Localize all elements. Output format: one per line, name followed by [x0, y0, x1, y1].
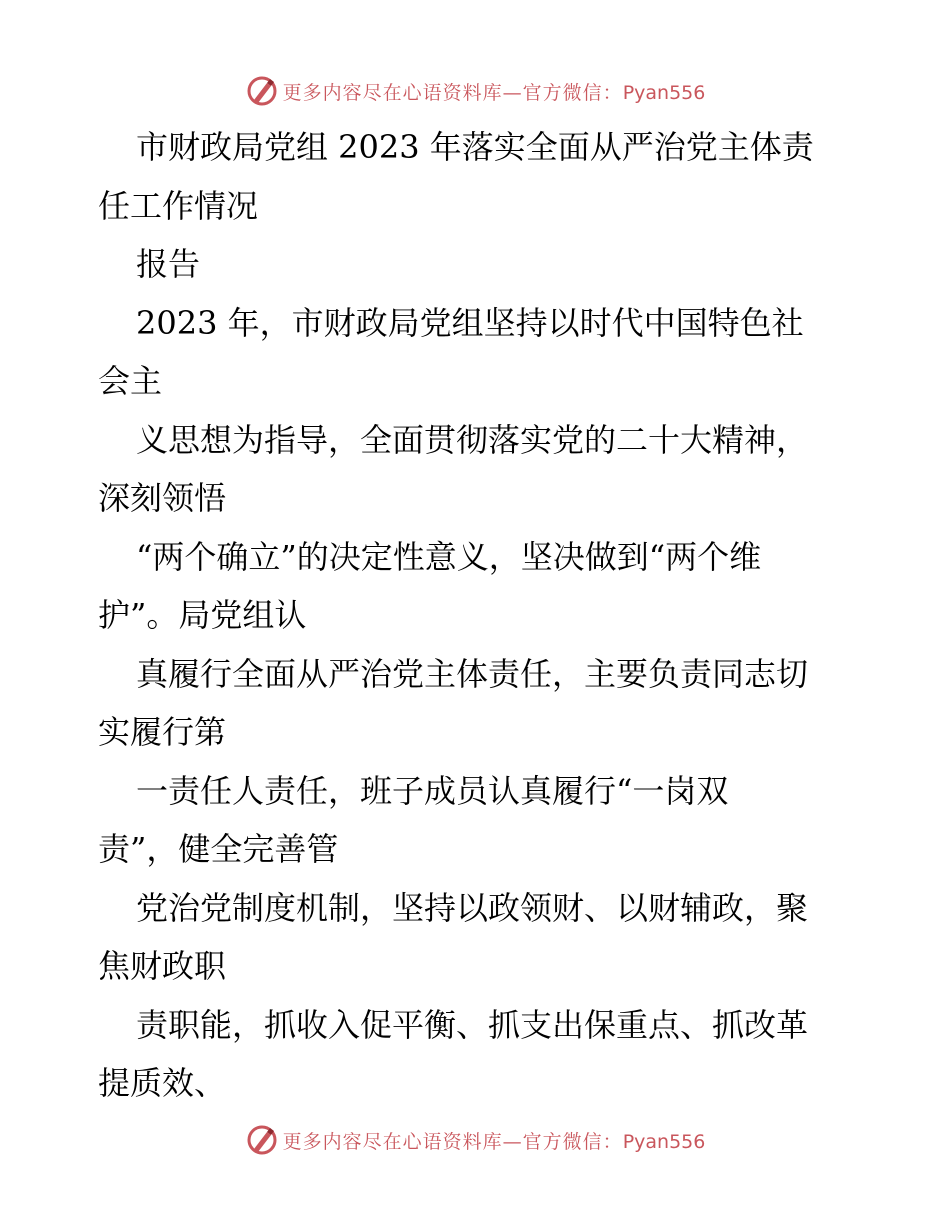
text-line: 责”，健全完善管	[98, 830, 339, 868]
text-line: 真履行全面从严治党主体责任，主要负责同志切	[136, 654, 809, 693]
text-line: 提质效、	[98, 1064, 227, 1102]
pen-logo-icon	[245, 1123, 279, 1157]
watermark-site: 更多内容尽在心语资料库	[282, 1130, 503, 1153]
text-line: 责职能，抓收入促平衡、抓支出保重点、抓改革	[136, 1005, 809, 1044]
watermark-dash: —	[502, 1130, 523, 1153]
watermark-site: 更多内容尽在心语资料库	[282, 81, 503, 104]
text-line: 报告	[136, 245, 201, 283]
watermark-text	[283, 78, 706, 105]
text-line: 实履行第	[98, 713, 227, 751]
watermark-text	[283, 1127, 706, 1154]
text-line: “两个确立”的决定性意义，坚决做到“两个维	[136, 537, 762, 576]
text-line: 2023 年，市财政局党组坚持以时代中国特色社	[136, 303, 804, 342]
document-body	[98, 118, 858, 1113]
watermark-wechat-label: 官方微信：	[522, 81, 623, 104]
text-line: 市财政局党组 2023 年落实全面从严治党主体责	[136, 128, 814, 166]
watermark-header	[0, 71, 950, 111]
watermark-wechat-id: Pyan556	[622, 81, 706, 104]
text-line: 任工作情况	[98, 186, 259, 225]
watermark-wechat-id: Pyan556	[622, 1130, 706, 1153]
text-line: 焦财政职	[98, 947, 227, 985]
text-line: 一责任人责任，班子成员认真履行“一岗双	[136, 771, 729, 810]
text-line: 义思想为指导，全面贯彻落实党的二十大精神，	[136, 420, 809, 459]
watermark-wechat-label: 官方微信：	[522, 1130, 623, 1153]
watermark-footer	[0, 1120, 950, 1160]
watermark-dash: —	[502, 81, 523, 104]
text-line: 深刻领悟	[98, 479, 227, 517]
text-line: 党治党制度机制，坚持以政领财、以财辅政，聚	[136, 888, 809, 927]
text-line: 会主	[98, 362, 163, 400]
text-line: 护”。局党组认	[98, 596, 307, 634]
pen-logo-icon	[245, 74, 279, 108]
